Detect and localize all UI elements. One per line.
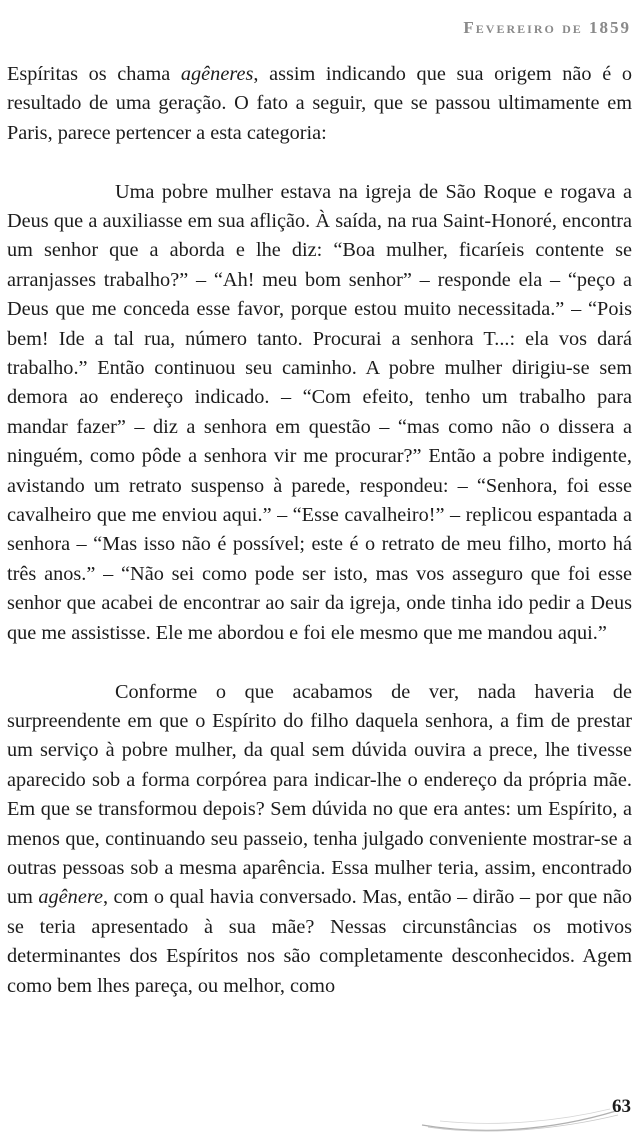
running-header: Fevereiro de 1859: [463, 18, 631, 37]
paragraph-2: Uma pobre mulher estava na igreja de São Roque e rogava a Deus que a auxiliasse em sua aflição. À saída, na rua Saint-Honoré, encontra um senhor que a aborda e lhe diz: “Boa mulher, ficaríeis contente se arranjasses trabalho?” – “Ah! meu bom senhor” – responde ela – “peço a Deus que me conceda esse favor, porque estou muito necessitada.” – “Pois bem! Ide a tal rua, número tanto. Procurai a senhora T...: ela vos dará trabalho.” Então continuou seu caminho. A pobre mulher dirigiu-se sem demora ao endereço indicado. – “Com efeito, tenho um trabalho para mandar fazer” – diz a senhora em questão – “mas como não o dissera a ninguém, como pôde a senhora vir me procurar?” Então a pobre indigente, avistando um retrato suspenso à parede, respondeu: – “Senhora, foi esse cavalheiro que me enviou aqui.” – “Esse cavalheiro!” – replicou espantada a senhora – “Mas isso não é possível; este é o retrato de meu filho, morto há três anos.” – “Não sei como pode ser isto, mas vos asseguro que foi esse senhor que acabei de encontrar ao sair da igreja, onde tinha ido pedir a Deus que me assistisse. Ele me abordou e foi ele mesmo que me mandou aqui.”: [7, 180, 632, 644]
paragraph-3: Conforme o que acabamos de ver, nada haveria de surpreendente em que o Espírito do filho daquela senhora, a fim de prestar um serviço à pobre mulher, da qual sem dúvida ouvira a prece, lhe tivesse aparecido sob a forma corpórea para indicar-lhe o endereço da própria mãe. Em que se transformou depois? Sem dúvida no que era antes: um Espírito, a menos que, continuando seu passeio, tenha julgado conveniente mostrar-se a outras pessoas sob a mesma aparência. Essa mulher teria, assim, encontrado um agênere, com o qual havia conversado. Mas, então – dirão – por que não se teria apresentado à sua mãe? Nessas circunstâncias os motivos determinantes dos Espíritos nos são completamente desconhecidos. Agem como bem lhes pareça, ou melhor, como: [7, 680, 632, 997]
footer-swoosh-ornament: [420, 1105, 620, 1133]
italic-term: agêneres: [180, 63, 254, 85]
italic-term: agênere: [38, 886, 103, 909]
page-number: 63: [612, 1096, 631, 1117]
paragraph-1: Espíritas os chama agêneres, assim indicando que sua origem não é o resultado de uma geração. O fato a seguir, que se passou ultimamente em Paris, parece pertencer a esta categoria:: [7, 63, 633, 144]
body-text: [7, 60, 632, 1001]
